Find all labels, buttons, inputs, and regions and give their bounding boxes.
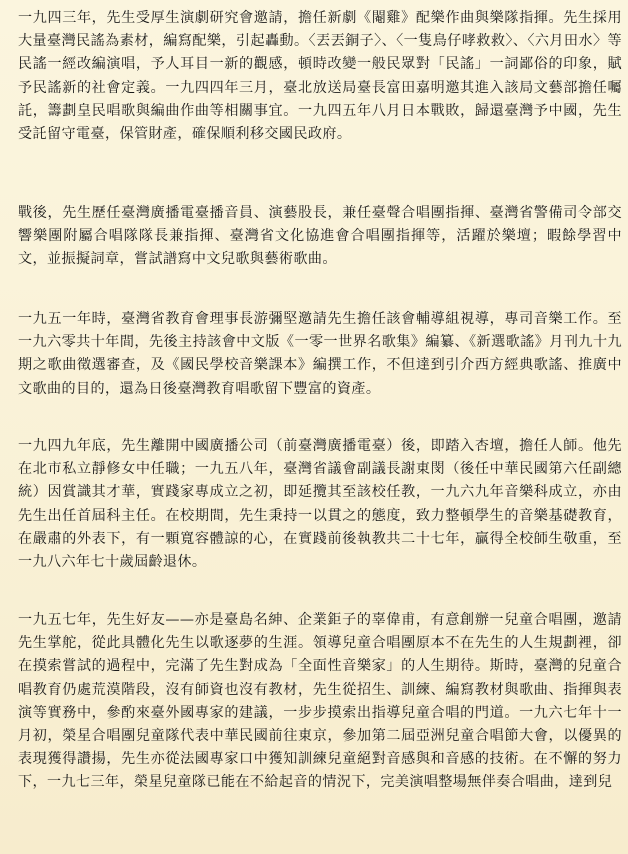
paragraph-4: 一九四九年底，先生離開中國廣播公司（前臺灣廣播電臺）後，即踏入杏壇，擔任人師。他先在北市私立靜修女中任職；一九五八年，臺灣省議會副議長謝東閔（後任中華民國第六任副總統）因賞識其才華，實踐家專成立之初，即延攬其至該校任教，一九六九年音樂科成立，亦由先生出任首屆科主任。在校期間，先生秉持一以貫之的態度，致力整頓學生的音樂基礎教育，在嚴肅的外表下，有一顆寬容體諒的心，在實踐前後執教共二十七年，贏得全校師生敬重，至一九八六年七十歲屆齡退休。 [18,438,622,571]
paragraph-1: 一九四三年，先生受厚生演劇研究會邀請，擔任新劇《閹雞》配樂作曲與樂隊指揮。先生採用大量臺灣民謠為素材，編寫配樂，引起轟動。〈丟丟銅子〉、〈一隻鳥仔哮救救〉、〈六月田水〉等民謠一經改編演唱，予人耳目一新的觀感，頓時改變一般民眾對「民謠」一詞鄙俗的印象，賦予民謠新的社會定義。一九四四年三月，臺北放送局臺長富田嘉明邀其進入該局文藝部擔任囑託，籌劃皇民唱歌與編曲作曲等相關事宜。一九四五年八月日本戰敗，歸還臺灣予中國，先生受託留守電臺，保管財產，確保順利移交國民政府。 [18,10,622,143]
paragraph-5: 一九五七年，先生好友——亦是臺島名紳、企業鉅子的辜偉甫，有意創辦一兒童合唱團，邀請先生掌舵，從此具體化先生以歌逐夢的生涯。領導兒童合唱團原本不在先生的人生規劃裡，卻在摸索嘗試的過程中，完滿了先生對成為「全面性音樂家」的人生期待。斯時，臺灣的兒童合唱教育仍處荒漠階段，沒有師資也沒有教材，先生從招生、訓練、編寫教材與歌曲、指揮與表演等實務中，參酌來臺外國專家的建議，一步步摸索出指導兒童合唱的門道。一九六七年十一月初，榮星合唱團兒童隊代表中華民國前往東京，參加第二屆亞洲兒童合唱節大會，以優異的表現獲得讚揚，先生亦從法國專家口中獲知訓練兒童絕對音感與和音感的技術。在不懈的努力下，一九七三年，榮星兒童隊已能在不給起音的情況下，完美演唱整場無伴奏合唱曲，達到兒 [18,612,622,791]
paragraph-2: 戰後，先生歷任臺灣廣播電臺播音員、演藝股長，兼任臺聲合唱團指揮、臺灣省警備司令部交響樂團附屬合唱隊隊長兼指揮、臺灣省文化協進會合唱團指揮等，活躍於樂壇；暇餘學習中文，並振擬詞章，嘗試譜寫中文兒歌與藝術歌曲。 [18,205,622,268]
paragraph-3: 一九五一年時，臺灣省教育會理事長游彌堅邀請先生擔任該會輔導組視導，專司音樂工作。至一九六零共十年間，先後主持該會中文版《一零一世界名歌集》編纂、《新選歌謠》月刊九十九期之歌曲徵選審查，及《國民學校音樂課本》編撰工作，不但達到引介西方經典歌謠、推廣中文歌曲的目的，還為日後臺灣教育唱歌留下豐富的資產。 [18,311,622,397]
